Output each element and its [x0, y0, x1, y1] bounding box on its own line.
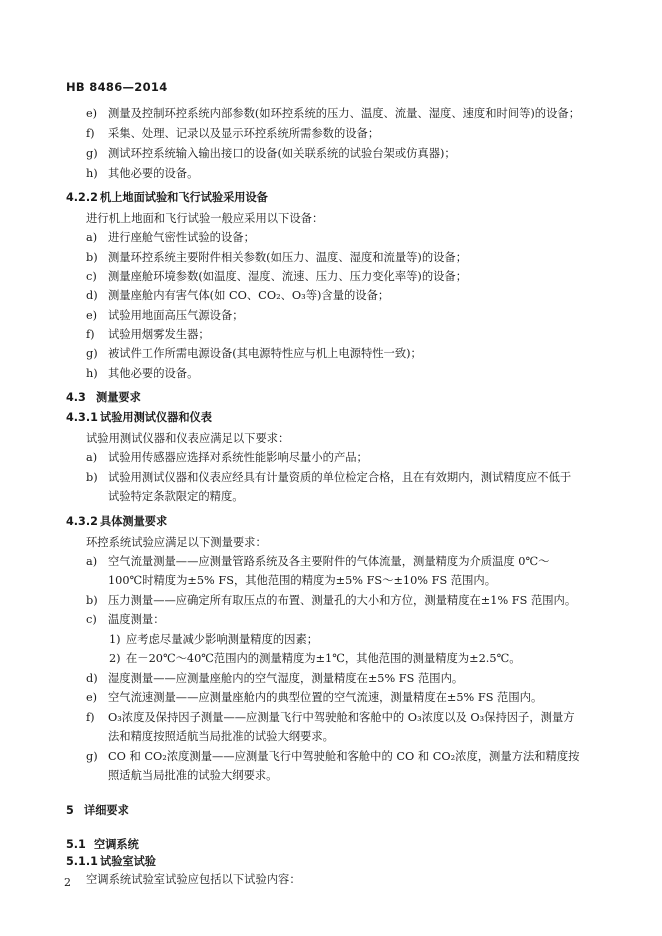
section-heading-4-3-1 — [66, 409, 212, 427]
list-item — [0, 748, 662, 766]
paragraph-text: 空调系统试验室试验应包括以下试验内容： — [86, 873, 301, 886]
list-item — [0, 449, 662, 467]
list-item — [0, 287, 662, 305]
section-title: 详细要求 — [84, 804, 129, 817]
list-marker: h) — [86, 167, 98, 180]
list-marker: f) — [86, 127, 95, 140]
section-number: 5 — [66, 804, 74, 817]
list-item — [0, 249, 662, 267]
list-text: 湿度测量——应测量座舱内的空气湿度，测量精度在±5% FS 范围内。 — [108, 672, 464, 685]
list-text: 照适航当局批准的试验大纲要求。 — [108, 769, 278, 782]
section-heading-4-3 — [66, 389, 141, 407]
list-item — [0, 326, 662, 344]
list-text: 100℃时精度为±5% FS，其他范围的精度为±5% FS～±10% FS 范围内。 — [108, 574, 496, 587]
list-item — [0, 709, 662, 727]
list-marker: g) — [86, 750, 98, 763]
section-number: 4.3.1 — [66, 411, 98, 424]
list-marker: a) — [86, 451, 98, 464]
paragraph — [0, 871, 662, 889]
paragraph — [0, 210, 662, 228]
list-marker: h) — [86, 367, 98, 380]
paragraph-text: 环控系统试验应满足以下测量要求： — [86, 536, 267, 549]
paragraph-text: 进行机上地面和飞行试验一般应采用以下设备： — [86, 212, 324, 225]
list-item — [0, 165, 662, 183]
list-text: 测量环控系统主要附件相关参数(如压力、温度、湿度和流量等)的设备； — [108, 251, 468, 264]
list-text: 试验用传感器应选择对系统性能影响尽量小的产品； — [108, 451, 368, 464]
section-title: 空调系统 — [94, 838, 139, 851]
list-item — [0, 689, 662, 707]
section-title: 测量要求 — [96, 391, 141, 404]
sub-list-marker: 1) — [109, 633, 121, 646]
list-item — [0, 365, 662, 383]
list-text: 测量座舱环境参数(如温度、湿度、流速、压力、压力变化率等)的设备； — [108, 270, 468, 283]
list-item — [0, 268, 662, 286]
list-item — [0, 670, 662, 688]
list-marker: e) — [86, 107, 98, 120]
list-text: 试验用烟雾发生器； — [108, 328, 210, 341]
section-heading-5 — [66, 802, 129, 820]
list-item-continuation — [0, 488, 662, 506]
list-text: 试验用地面高压气源设备； — [108, 309, 244, 322]
section-number: 4.2.2 — [66, 191, 98, 204]
list-text: O₃浓度及保持因子测量——应测量飞行中驾驶舱和客舱中的 O₃浓度以及 O₃保持因子，测量方 — [108, 711, 575, 724]
list-marker: c) — [86, 270, 97, 283]
list-item — [0, 469, 662, 487]
list-text: 空气流速测量——应测量座舱内的典型位置的空气流速，测量精度在±5% FS 范围内。 — [108, 691, 543, 704]
list-text: 采集、处理、记录以及显示环控系统所需参数的设备； — [108, 127, 380, 140]
list-item — [0, 125, 662, 143]
list-marker: e) — [86, 691, 98, 704]
list-text: 空气流量测量——应测量管路系统及各主要附件的气体流量，测量精度为介质温度 0℃～ — [108, 555, 550, 568]
section-number: 4.3.2 — [66, 515, 98, 528]
list-marker: c) — [86, 613, 97, 626]
paragraph — [0, 534, 662, 552]
sub-list-text: 在－20℃～40℃范围内的测量精度为±1℃，其他范围的测量精度为±2.5℃。 — [126, 652, 521, 665]
section-title: 试验室试验 — [100, 855, 156, 868]
section-title: 试验用测试仪器和仪表 — [100, 411, 212, 424]
list-text: 温度测量： — [108, 613, 165, 626]
list-text: 法和精度按照适航当局批准的试验大纲要求。 — [108, 730, 334, 743]
list-item-continuation — [0, 767, 662, 785]
list-marker: b) — [86, 594, 98, 607]
paragraph — [0, 430, 662, 448]
list-marker: d) — [86, 672, 98, 685]
list-text: 压力测量——应确定所有取压点的布置、测量孔的大小和方位，测量精度在±1% FS 范围内。 — [108, 594, 577, 607]
list-marker: a) — [86, 231, 98, 244]
section-heading-4-2-2 — [66, 189, 268, 207]
sub-list-item — [0, 650, 662, 668]
list-marker: g) — [86, 347, 98, 360]
list-text: 测量座舱内有害气体(如 CO、CO₂、O₃等)含量的设备； — [108, 289, 390, 302]
list-text: 测试环控系统输入输出接口的设备(如关联系统的试验台架或仿真器)； — [108, 147, 456, 160]
section-heading-4-3-2 — [66, 513, 167, 531]
list-item — [0, 145, 662, 163]
list-text: 被试件工作所需电源设备(其电源特性应与机上电源特性一致)； — [108, 347, 422, 360]
list-item — [0, 105, 662, 123]
list-text: 试验用测试仪器和仪表应经具有计量资质的单位检定合格，且在有效期内，测试精度应不低于 — [108, 471, 572, 484]
document-header-id: HB 8486—2014 — [66, 80, 168, 94]
list-item — [0, 553, 662, 571]
list-marker: g) — [86, 147, 98, 160]
section-heading-5-1 — [66, 836, 139, 854]
list-item-continuation — [0, 572, 662, 590]
section-title: 具体测量要求 — [100, 515, 168, 528]
list-text: 进行座舱气密性试验的设备； — [108, 231, 255, 244]
list-text: 测量及控制环控系统内部参数(如环控系统的压力、温度、流量、湿度、速度和时间等)的设备； — [108, 107, 580, 120]
list-item — [0, 611, 662, 629]
list-item — [0, 307, 662, 325]
sub-list-text: 应考虑尽量减少影响测量精度的因素； — [126, 633, 319, 646]
section-number: 5.1.1 — [66, 855, 98, 868]
list-marker: e) — [86, 309, 98, 322]
section-number: 5.1 — [66, 838, 86, 851]
list-marker: d) — [86, 289, 98, 302]
sub-list-marker: 2) — [109, 652, 121, 665]
list-marker: b) — [86, 251, 98, 264]
list-marker: f) — [86, 328, 95, 341]
section-number: 4.3 — [66, 391, 86, 404]
list-marker: b) — [86, 471, 98, 484]
list-item — [0, 345, 662, 363]
list-text: 其他必要的设备。 — [108, 167, 199, 180]
list-item-continuation — [0, 728, 662, 746]
list-text: CO 和 CO₂浓度测量——应测量飞行中驾驶舱和客舱中的 CO 和 CO₂浓度，测量方法和精度按 — [108, 750, 580, 763]
list-item — [0, 592, 662, 610]
paragraph-text: 试验用测试仪器和仪表应满足以下要求： — [86, 432, 290, 445]
list-text: 试验特定条款限定的精度。 — [108, 490, 244, 503]
section-title: 机上地面试验和飞行试验采用设备 — [100, 191, 268, 204]
list-marker: f) — [86, 711, 95, 724]
list-text: 其他必要的设备。 — [108, 367, 199, 380]
list-marker: a) — [86, 555, 98, 568]
page-number: 2 — [64, 876, 71, 889]
sub-list-item — [0, 631, 662, 649]
list-item — [0, 229, 662, 247]
